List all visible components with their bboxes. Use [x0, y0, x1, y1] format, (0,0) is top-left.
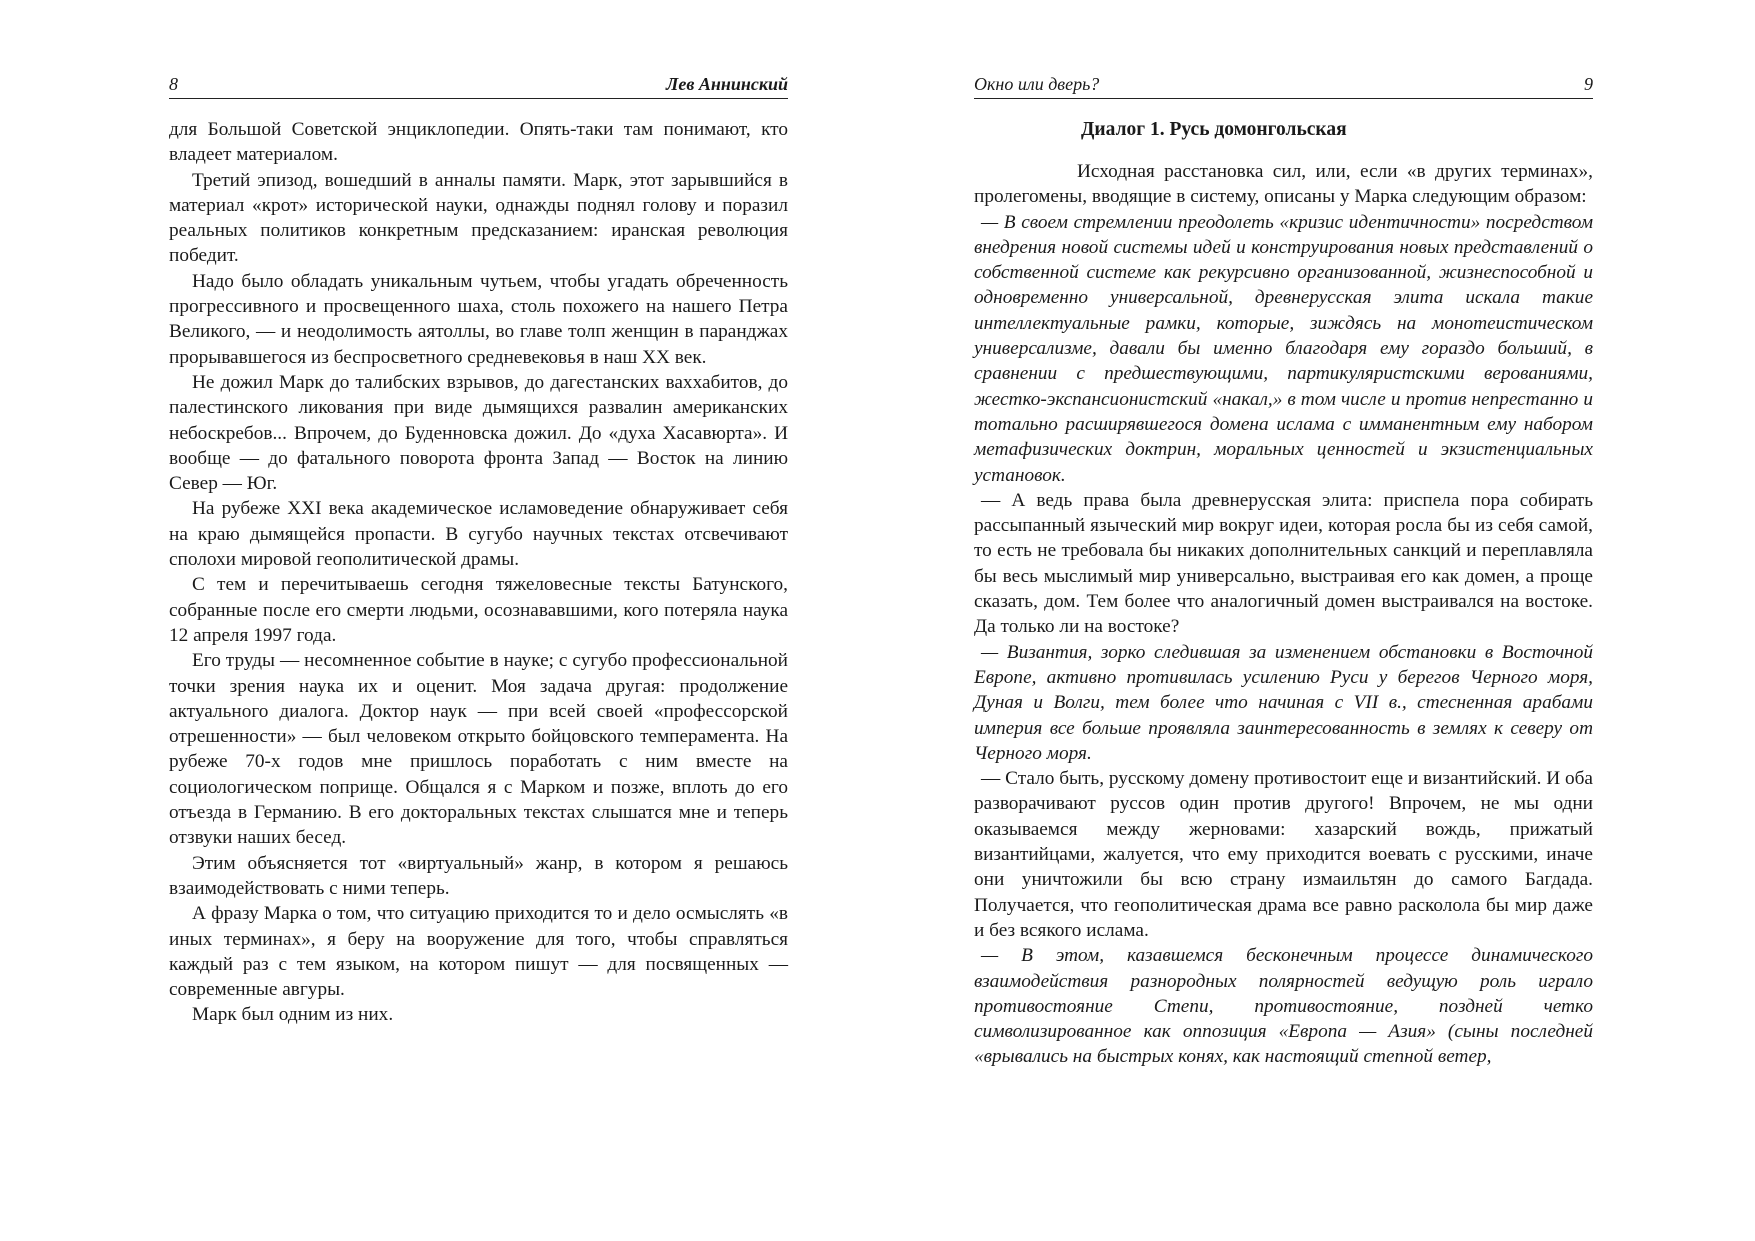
paragraph: Марк был одним из них. [192, 1004, 394, 1026]
running-title: Окно или дверь? [974, 74, 1100, 94]
body-text [974, 117, 1593, 1070]
paragraph: для Большой Советской энциклопедии. Опять-таки там понимают, кто владеет материалом. [169, 119, 788, 166]
body-text [169, 117, 788, 1028]
right-page [974, 0, 1593, 1241]
paragraph: На рубеже XXI века академическое исламоведение обнаруживает себя на краю дымящейся пропасти. В сугубо научных текстах отсвечивают сполохи мировой геополитической драмы. [169, 498, 788, 571]
paragraph: А фразу Марка о том, что ситуацию приходится то и дело осмыслять «в иных терминах», я беру на вооружение для того, чтобы справляться каждый раз с тем языком, на котором пишут — для посвященных — современные авгуры. [169, 903, 788, 1001]
running-title: Лев Аннинский [665, 74, 788, 94]
quote-paragraph: — В своем стремлении преодолеть «кризис идентичности» посредством внедрения новой системы идей и конструирования новых представлений о собственной системе как рекурсивно организованной, жизнеспособной и одновременно универсальной, древнерусская элита искала такие интеллектуальные рамки, которые, зиждясь на монотеистическом универсализме, давали бы именно благодаря ему гораздо больший, в сравнении с предшествующими, партикуляристскими верованиями, жестко-экспансионистский «накал,» в том числе и против непрестанно и тотально расширявшегося домена ислама с имманентным ему набором метафизических доктрин, моральных ценностей и экзистенциальных установок. [974, 211, 1593, 486]
chapter-heading: Диалог 1. Русь домонгольская [1081, 119, 1347, 140]
paragraph: Исходная расстановка сил, или, если «в других терминах», пролегомены, вводящие в систему, описаны у Марка следующим образом: [974, 161, 1593, 208]
dialog-paragraph: — А ведь права была древнерусская элита: приспела пора собирать рассыпанный языческий мир вокруг идеи, которая росла бы из себя самой, то есть не требовала бы никаких дополнительных санкций и переплавляла бы весь мыслимый мир универсально, выстраивая его как домен, а проще сказать, дом. Тем более что аналогичный домен выстраивался на востоке. Да только ли на востоке? [974, 489, 1593, 638]
running-head [974, 72, 1593, 99]
running-head [169, 72, 788, 99]
paragraph: С тем и перечитываешь сегодня тяжеловесные тексты Батунского, собранные после его смерти людьми, осознававшими, кого потеряла наука 12 апреля 1997 года. [169, 574, 788, 646]
paragraph: Третий эпизод, вошедший в анналы памяти. Марк, этот зарывшийся в материал «крот» исторической науки, однажды поднял голову и поразил реальных политиков конкретным предсказанием: иранская революция победит. [169, 169, 788, 267]
left-page [169, 0, 788, 1241]
page-number: 8 [169, 74, 178, 94]
quote-paragraph: — Византия, зорко следившая за изменением обстановки в Восточной Европе, активно противилась усилению Руси у берегов Черного моря, Дуная и Волги, тем более что начиная с VII в., стесненная арабами империя все больше проявляла заинтересованность в землях к северу от Черного моря. [974, 641, 1593, 764]
paragraph: Этим объясняется тот «виртуальный» жанр, в котором я решаюсь взаимодействовать с ними теперь. [169, 852, 788, 899]
dialog-paragraph: — Стало быть, русскому домену противостоит еще и византийский. И оба разворачивают руссов один против другого! Впрочем, не мы одни оказываемся между жерновами: хазарский вождь, прижатый византийцами, жалуется, что ему приходится воевать с русскими, иначе они уничтожили бы всю страну измаильтян до самого Багдада. Получается, что геополитическая драма все равно расколола бы мир даже и без всякого ислама. [974, 768, 1593, 941]
paragraph: Его труды — несомненное событие в науке; с сугубо профессиональной точки зрения наука их и оценит. Моя задача другая: продолжение актуального диалога. Доктор наук — при всей своей «профессорской отрешенности» — был человеком открыто бойцовского темперамента. На рубеже 70-х годов мне пришлось поработать с ним вместе на социологическом поприще. Общался я с Марком и позже, вплоть до его отъезда в Германию. В его докторальных текстах слышатся мне и теперь отзвуки наших бесед. [169, 650, 788, 849]
quote-paragraph: — В этом, казавшемся бесконечным процессе динамического взаимодействия разнородных полярностей ведущую роль играло противостояние Степи, противостояние, поздней четко символизированное как оппозиция «Европа — Азия» (сыны последней «врывались на быстрых конях, как настоящий степной ветер, [974, 945, 1593, 1068]
paragraph: Надо было обладать уникальным чутьем, чтобы угадать обреченность прогрессивного и просвещенного шаха, столь похожего на нашего Петра Великого, — и неодолимость аятоллы, во главе толп женщин в паранджах прорывавшегося из беспросветного средневековья в наш XX век. [169, 270, 788, 368]
paragraph: Не дожил Марк до талибских взрывов, до дагестанских ваххабитов, до палестинского ликования при виде дымящихся развалин американских небоскребов... Впрочем, до Буденновска дожил. До «духа Хасавюрта». И вообще — до фатального поворота фронта Запад — Восток на линию Север — Юг. [169, 371, 788, 495]
page-number: 9 [1584, 74, 1593, 94]
